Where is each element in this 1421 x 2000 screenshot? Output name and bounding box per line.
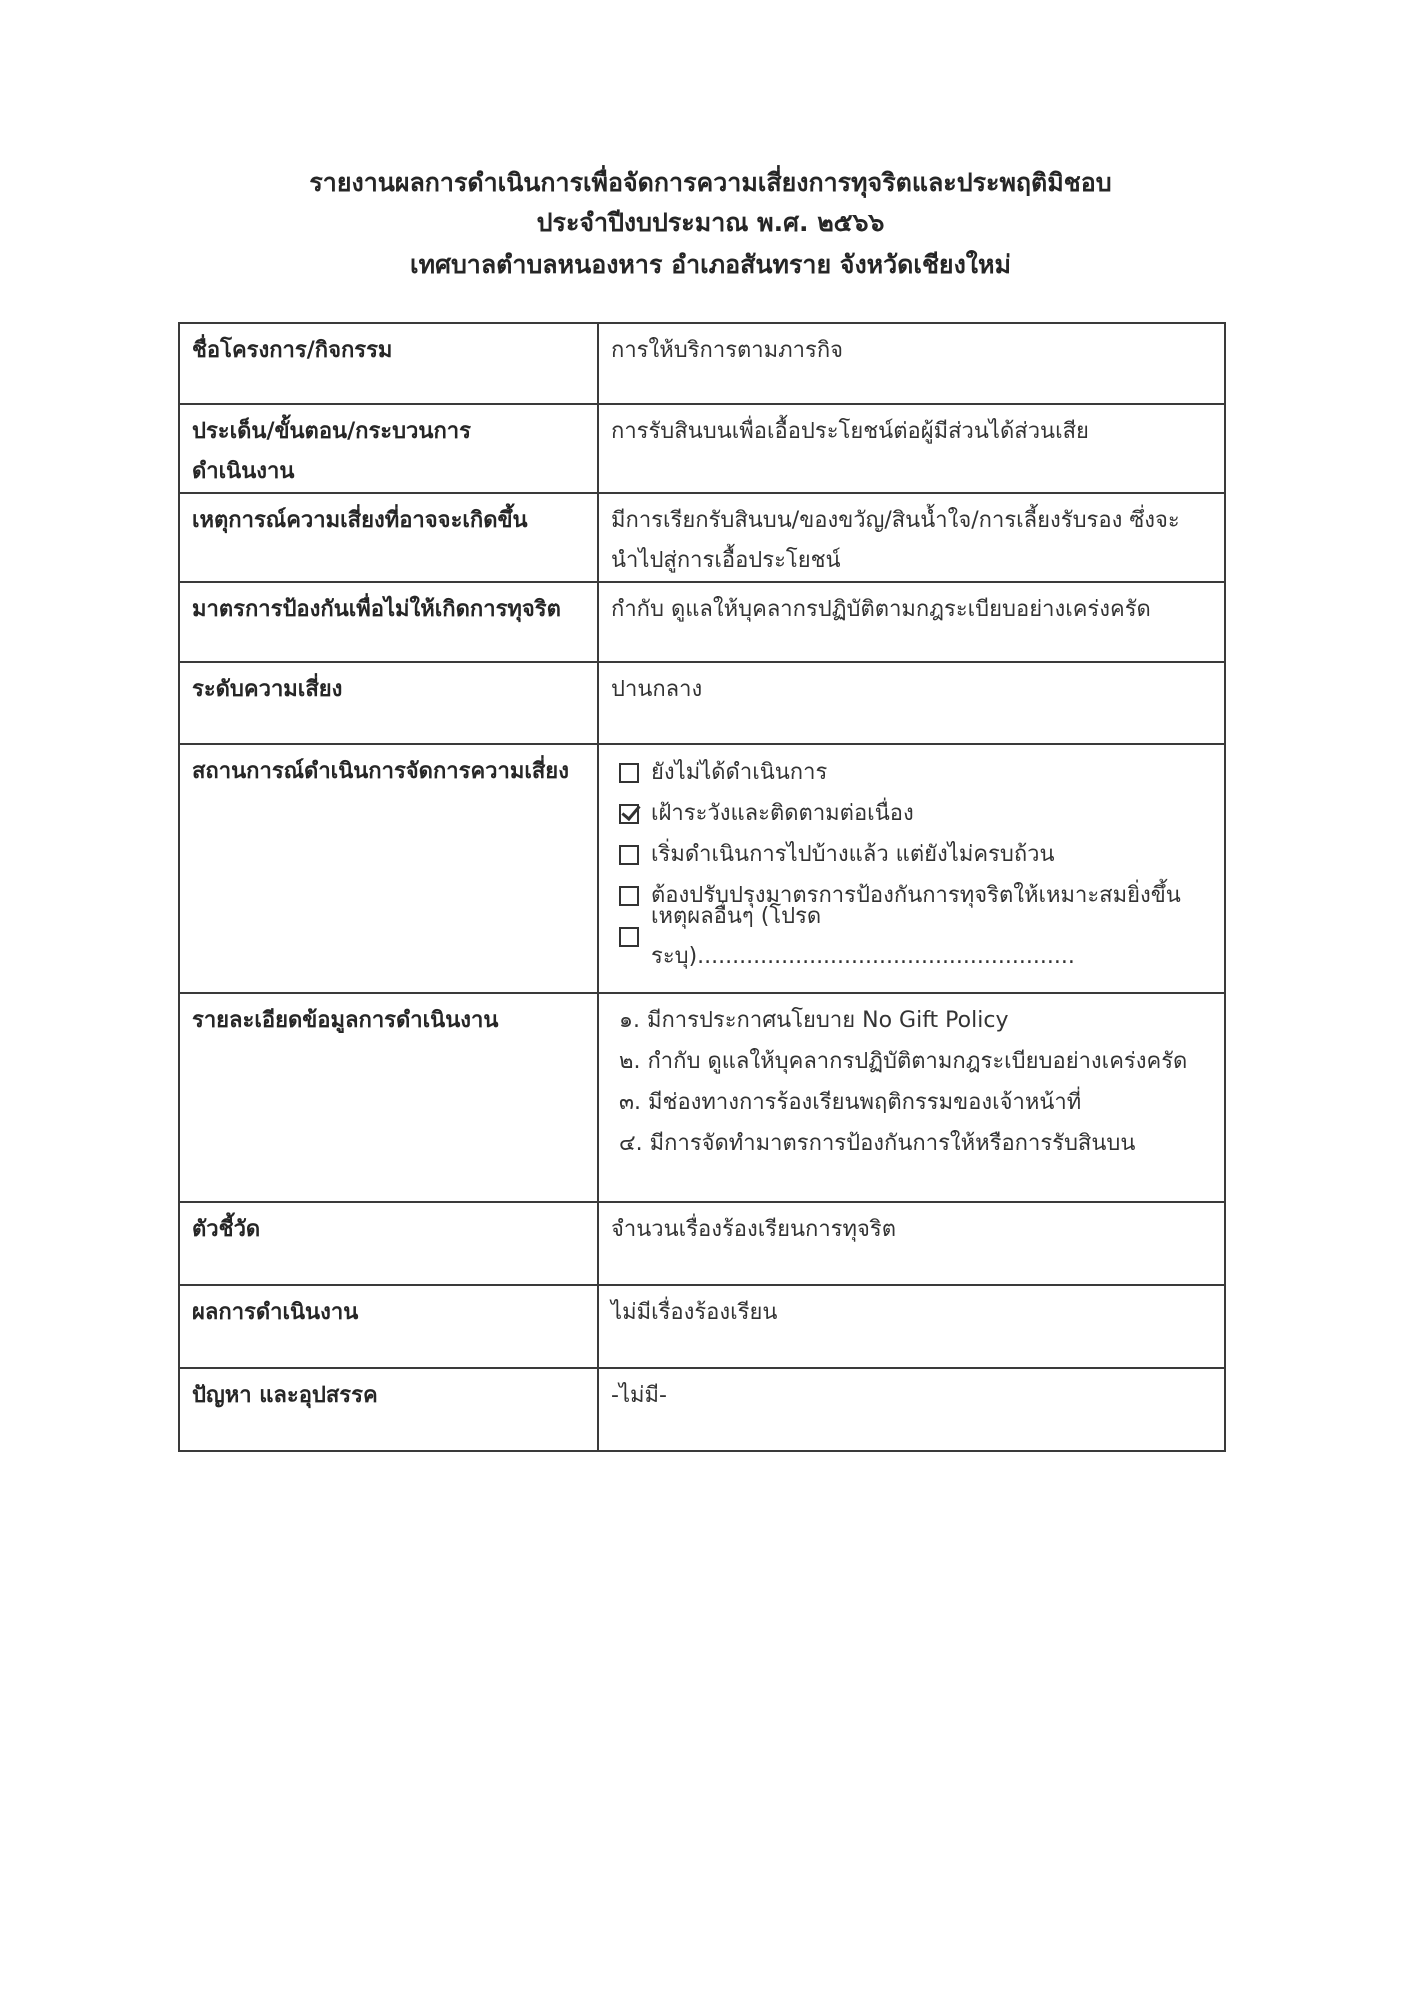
status-option-text: เหตุผลอื่นๆ (โปรดระบุ)...................................................... bbox=[651, 903, 1075, 969]
indicator-value: จำนวนเรื่องร้องเรียนการทุจริต bbox=[598, 1202, 1225, 1285]
issue-label-line1: ประเด็น/ขั้นตอน/กระบวนการ bbox=[192, 419, 471, 444]
table-row-problems bbox=[179, 1368, 1225, 1451]
problems-value: -ไม่มี- bbox=[598, 1368, 1225, 1451]
result-value: ไม่มีเรื่องร้องเรียน bbox=[598, 1285, 1225, 1368]
status-option bbox=[611, 903, 1212, 969]
detail-item: ๔. มีการจัดทำมาตรการป้องกันการให้หรือการรับสินบน bbox=[619, 1131, 1136, 1156]
indicator-label: ตัวชี้วัด bbox=[179, 1202, 598, 1285]
table-row-prevention bbox=[179, 582, 1225, 662]
status-options bbox=[598, 744, 1225, 993]
issue-value: การรับสินบนเพื่อเอื้อประโยชน์ต่อผู้มีส่วนได้ส่วนเสีย bbox=[598, 404, 1225, 493]
risk-event-label: เหตุการณ์ความเสี่ยงที่อาจจะเกิดขึ้น bbox=[179, 493, 598, 582]
report-title: รายงานผลการดำเนินการเพื่อจัดการความเสี่ยงการทุจริตและประพฤติมิชอบ bbox=[309, 168, 1112, 197]
checkbox-icon[interactable] bbox=[619, 886, 639, 906]
status-option bbox=[611, 834, 1212, 875]
table-row-result bbox=[179, 1285, 1225, 1368]
status-option bbox=[611, 793, 1212, 834]
report-organization: เทศบาลตำบลหนองหาร อำเภอสันทราย จังหวัดเชียงใหม่ bbox=[410, 250, 1011, 279]
details-label: รายละเอียดข้อมูลการดำเนินงาน bbox=[179, 993, 598, 1202]
detail-item: ๑. มีการประกาศนโยบาย No Gift Policy bbox=[619, 1008, 1009, 1033]
risk-level-label: ระดับความเสี่ยง bbox=[179, 662, 598, 744]
status-option-text: ยังไม่ได้ดำเนินการ bbox=[651, 759, 828, 785]
problems-label: ปัญหา และอุปสรรค bbox=[179, 1368, 598, 1451]
result-label: ผลการดำเนินงาน bbox=[179, 1285, 598, 1368]
checkbox-icon[interactable] bbox=[619, 763, 639, 783]
project-value: การให้บริการตามภารกิจ bbox=[598, 323, 1225, 404]
detail-item: ๒. กำกับ ดูแลให้บุคลากรปฏิบัติตามกฎระเบียบอย่างเคร่งครัด bbox=[619, 1049, 1188, 1074]
status-label: สถานการณ์ดำเนินการจัดการความเสี่ยง bbox=[179, 744, 598, 993]
table-row-project bbox=[179, 323, 1225, 404]
table-row-indicator bbox=[179, 1202, 1225, 1285]
prevention-label: มาตรการป้องกันเพื่อไม่ให้เกิดการทุจริต bbox=[179, 582, 598, 662]
table-row-risk-level bbox=[179, 662, 1225, 744]
details-list bbox=[598, 993, 1225, 1202]
status-option-text: เฝ้าระวังและติดตามต่อเนื่อง bbox=[651, 800, 914, 826]
project-label: ชื่อโครงการ/กิจกรรม bbox=[179, 323, 598, 404]
checkbox-icon[interactable] bbox=[619, 804, 639, 824]
checkbox-icon[interactable] bbox=[619, 845, 639, 865]
status-option-text: เริ่มดำเนินการไปบ้างแล้ว แต่ยังไม่ครบถ้วน bbox=[651, 841, 1055, 867]
issue-label bbox=[179, 404, 598, 493]
prevention-value: กำกับ ดูแลให้บุคลากรปฏิบัติตามกฎระเบียบอย่างเคร่งครัด bbox=[598, 582, 1225, 662]
detail-item: ๓. มีช่องทางการร้องเรียนพฤติกรรมของเจ้าหน้าที่ bbox=[619, 1090, 1082, 1115]
report-table bbox=[178, 322, 1226, 1452]
risk-event-value-line2: นำไปสู่การเอื้อประโยชน์ bbox=[611, 548, 841, 573]
issue-label-line2: ดำเนินงาน bbox=[192, 459, 295, 484]
table-row-details bbox=[179, 993, 1225, 1202]
status-option bbox=[611, 752, 1212, 793]
checkbox-icon[interactable] bbox=[619, 927, 639, 947]
table-row-issue bbox=[179, 404, 1225, 493]
risk-event-value-line1: มีการเรียกรับสินบน/ของขวัญ/สินน้ำใจ/การเลี้ยงรับรอง ซึ่งจะ bbox=[611, 508, 1180, 533]
status-option-text: ต้องปรับปรุงมาตรการป้องกันการทุจริตให้เหมาะสมยิ่งขึ้น bbox=[651, 882, 1181, 908]
report-fiscal-year: ประจำปีงบประมาณ พ.ศ. ๒๕๖๖ bbox=[536, 208, 885, 237]
risk-level-value: ปานกลาง bbox=[598, 662, 1225, 744]
risk-event-value bbox=[598, 493, 1225, 582]
table-row-risk-event bbox=[179, 493, 1225, 582]
table-row-status bbox=[179, 744, 1225, 993]
